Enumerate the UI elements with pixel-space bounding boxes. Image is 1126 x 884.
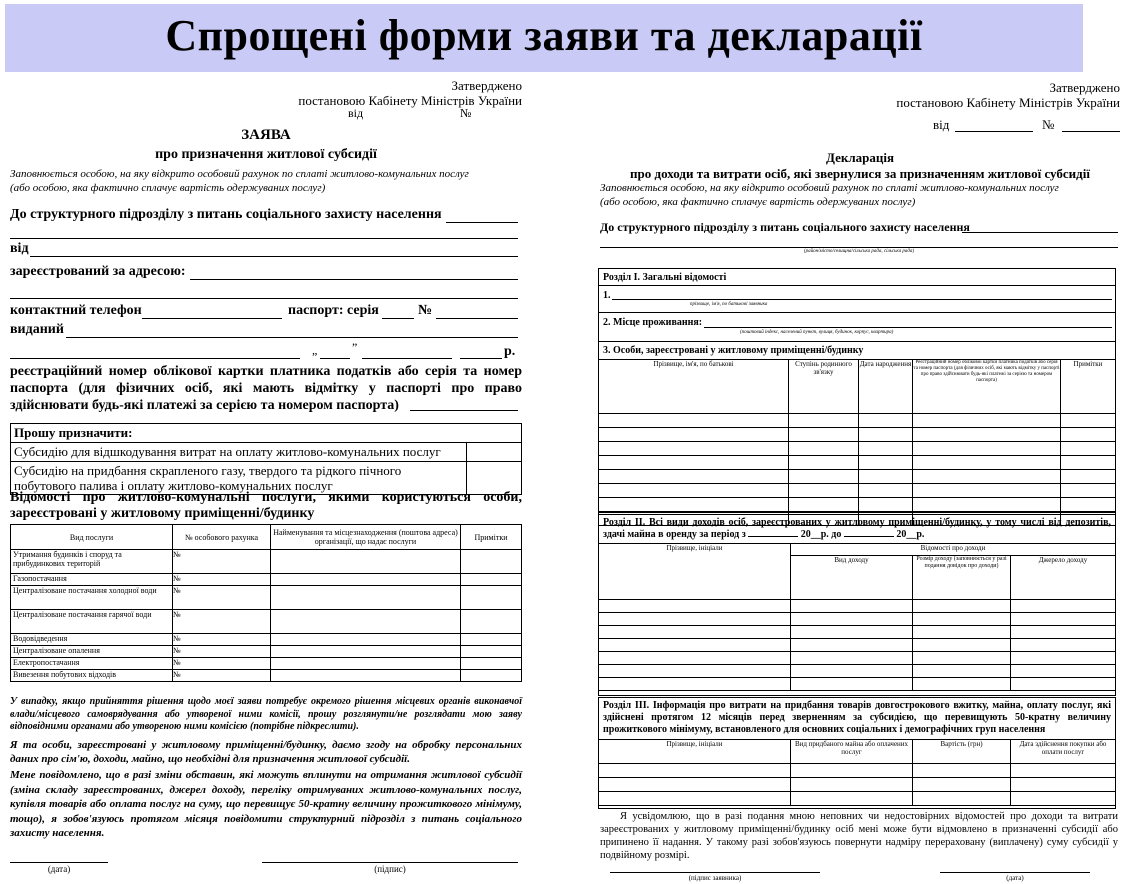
persons-cell[interactable] bbox=[599, 484, 789, 498]
services-row-num[interactable]: № bbox=[173, 574, 271, 586]
residence-field[interactable] bbox=[704, 327, 1112, 328]
decl-dept-field[interactable] bbox=[962, 232, 1118, 233]
persons-cell[interactable] bbox=[1061, 456, 1116, 470]
decl-subtitle: про доходи та витрати осіб, які звернулися за призначенням житлової субсидії bbox=[630, 166, 1090, 181]
s1-item2: 2. Місце проживання: bbox=[603, 317, 703, 328]
decl-number-field[interactable] bbox=[1062, 131, 1120, 132]
decl-resolution: постановою Кабінету Міністрів України bbox=[896, 95, 1120, 110]
persons-cell[interactable] bbox=[599, 470, 789, 484]
income-cell[interactable] bbox=[913, 652, 1011, 665]
income-header-cell: Відомості про доходи bbox=[791, 544, 1116, 556]
decl-date-label: (дата) bbox=[1006, 874, 1024, 882]
dept-field[interactable] bbox=[446, 222, 518, 223]
expense-cell[interactable] bbox=[1011, 778, 1116, 792]
expense-cell[interactable] bbox=[599, 778, 791, 792]
expense-header-cell: Прізвище, ініціали bbox=[599, 740, 791, 764]
persons-cell[interactable] bbox=[913, 470, 1061, 484]
services-cell[interactable] bbox=[461, 658, 522, 670]
persons-cell[interactable] bbox=[789, 414, 859, 428]
income-cell[interactable] bbox=[599, 652, 791, 665]
period-to-field[interactable] bbox=[844, 536, 894, 537]
zayava-resolution: постановою Кабінету Міністрів України bbox=[298, 93, 522, 108]
request-header: Прошу призначити: bbox=[11, 424, 522, 443]
expense-cell[interactable] bbox=[599, 764, 791, 778]
date-quote-open: „ bbox=[312, 343, 318, 357]
period-from-field[interactable] bbox=[748, 536, 798, 537]
expense-cell[interactable] bbox=[791, 764, 913, 778]
persons-cell[interactable] bbox=[599, 414, 789, 428]
persons-cell[interactable] bbox=[1061, 484, 1116, 498]
income-cell[interactable] bbox=[791, 665, 913, 678]
services-cell[interactable] bbox=[271, 610, 461, 634]
persons-header-cell: Дата народження bbox=[859, 360, 913, 414]
expense-cell[interactable] bbox=[913, 764, 1011, 778]
income-cell[interactable] bbox=[791, 600, 913, 613]
persons-cell[interactable] bbox=[913, 414, 1061, 428]
decl-note-1: Заповнюється особою, на яку відкрито особовий рахунок по сплаті житлово-комунальних послуг bbox=[600, 182, 1059, 194]
persons-cell[interactable] bbox=[859, 414, 913, 428]
passport-number-field[interactable] bbox=[436, 318, 518, 319]
persons-cell[interactable] bbox=[859, 442, 913, 456]
zayava-passport: паспорт: серія bbox=[288, 303, 379, 318]
persons-cell[interactable] bbox=[789, 470, 859, 484]
persons-cell[interactable] bbox=[599, 428, 789, 442]
services-cell[interactable] bbox=[461, 550, 522, 574]
services-cell[interactable] bbox=[271, 586, 461, 610]
zayava-phone: контактний телефон bbox=[10, 303, 142, 318]
services-row-num[interactable]: № bbox=[173, 586, 271, 610]
zayava-date-label: (дата) bbox=[47, 864, 71, 874]
section1-divider bbox=[598, 312, 1116, 313]
services-cell[interactable] bbox=[461, 670, 522, 682]
services-header-cell: Найменування та місцезнаходження (поштова адреса) організації, що надає послуги bbox=[271, 525, 461, 550]
persons-cell[interactable] bbox=[859, 498, 913, 512]
zayava-date-field[interactable] bbox=[10, 862, 108, 863]
persons-cell[interactable] bbox=[859, 428, 913, 442]
expense-cell[interactable] bbox=[913, 778, 1011, 792]
zayava-notified: Мене повідомлено, що в разі зміни обставин, які можуть вплинути на отримання житлової субсидії (зміна складу зареєстрованих, джерел доходу, переліку отримуваних житлово-комунальних послуг, купівля товарів або оплата послуг на суму, що перевищує 50-кратну величину прожиткового мінімуму, тощо), я зобов'язуюсь протягом місяця повідомити структурний підрозділ з питань соціального захисту населення. bbox=[10, 769, 522, 839]
request-table bbox=[10, 423, 522, 495]
services-row-label: Вивезення побутових відходів bbox=[11, 670, 173, 682]
income-cell[interactable] bbox=[791, 613, 913, 626]
expense-cell[interactable] bbox=[599, 792, 791, 806]
zayava-year: р. bbox=[504, 344, 516, 359]
persons-cell[interactable] bbox=[913, 442, 1061, 456]
income-cell[interactable] bbox=[599, 665, 791, 678]
income-cell[interactable] bbox=[913, 665, 1011, 678]
income-cell[interactable] bbox=[913, 626, 1011, 639]
zayava-issued: виданий bbox=[10, 322, 64, 337]
persons-cell[interactable] bbox=[1061, 442, 1116, 456]
persons-header-cell: Ступінь родинного зв'язку bbox=[789, 360, 859, 414]
date-quote-close: ” bbox=[352, 340, 358, 354]
decl-closing: Я усвідомлюю, що в разі подання мною неповних чи недостовірних відомостей про доходи та витрати зареєстрованих у житловому приміщенні/будинку осіб мені може бути відмовлено в призначенні субсидії або припинено її надання. У такому разі зобов'язуюсь повернути надміру перераховану (виплачену) суму субсидії у подвійному розмірі. bbox=[600, 811, 1118, 861]
services-row-num[interactable]: № bbox=[173, 634, 271, 646]
decl-date-field[interactable] bbox=[955, 131, 1033, 132]
issued-year-field[interactable] bbox=[460, 358, 502, 359]
section1-divider bbox=[598, 341, 1116, 342]
address-field-2[interactable] bbox=[10, 298, 518, 299]
request-checkbox[interactable] bbox=[467, 443, 522, 462]
services-row-num[interactable]: № bbox=[173, 658, 271, 670]
services-row-label: Централізоване постачання холодної води bbox=[11, 586, 173, 610]
persons-cell[interactable] bbox=[599, 442, 789, 456]
applicant-name-field[interactable] bbox=[612, 299, 1112, 300]
services-header-cell: № особового рахунка bbox=[173, 525, 271, 550]
income-cell[interactable] bbox=[1011, 626, 1116, 639]
services-info-heading: Відомості про житлово-комунальні послуги, якими користуються особи, зареєстровані у житловому приміщенні/будинку bbox=[10, 490, 522, 521]
persons-cell[interactable] bbox=[913, 484, 1061, 498]
persons-cell[interactable] bbox=[913, 428, 1061, 442]
zayava-note-1: Заповнюється особою, на яку відкрито особовий рахунок по сплаті житлово-комунальних послуг bbox=[10, 168, 469, 180]
decl-dept-field-2[interactable] bbox=[600, 247, 1118, 248]
address-field[interactable] bbox=[190, 279, 518, 280]
services-row-label: Централізоване опалення bbox=[11, 646, 173, 658]
expense-cell[interactable] bbox=[1011, 792, 1116, 806]
income-cell[interactable] bbox=[791, 652, 913, 665]
request-item: Субсидію для відшкодування витрат на оплату житлово-комунальних послуг bbox=[11, 443, 467, 462]
dept-field-2[interactable] bbox=[10, 238, 518, 239]
services-row-label: Централізоване постачання гарячої води bbox=[11, 610, 173, 634]
persons-header-cell: Примітки bbox=[1061, 360, 1116, 414]
zayava-tax-number: реєстраційний номер облікової картки платника податків або серія та номер паспорта (для фізичних осіб, які мають відмітку у паспорті про право здійснювати будь-які платежі за серією та номером паспорта) bbox=[10, 364, 522, 413]
services-row-label: Водовідведення bbox=[11, 634, 173, 646]
decl-num-label: № bbox=[1042, 117, 1055, 132]
section1-divider bbox=[598, 285, 1116, 286]
zayava-title: ЗАЯВА bbox=[241, 127, 291, 143]
persons-cell[interactable] bbox=[599, 498, 789, 512]
zayava-subtitle: про призначення житлової субсидії bbox=[155, 147, 377, 162]
section3-title: Розділ III. Інформація про витрати на придбання товарів довгострокового вжитку, майна, оплату послуг, які здійснені протягом 12 місяців перед зверненням за субсидією, що перевищують 50-кратну величину прожиткового мінімуму, встановленого для основних соціальних і демографічних груп населення bbox=[603, 700, 1111, 735]
services-row-num[interactable]: № bbox=[173, 550, 271, 574]
decl-to-dept: До структурного підрозділу з питань соціального захисту населення bbox=[600, 220, 970, 234]
income-cell[interactable] bbox=[1011, 639, 1116, 652]
zayava-number: № bbox=[418, 303, 433, 318]
persons-table bbox=[598, 359, 1116, 526]
income-header-cell: Прізвище, ініціали bbox=[599, 544, 791, 600]
income-table bbox=[598, 543, 1116, 691]
zayava-note-2: (або особою, яка фактично сплачує вартість одержуваних послуг) bbox=[10, 182, 326, 194]
page-title: Спрощені форми заяви та декларації bbox=[165, 11, 923, 60]
expense-header-cell: Вартість (грн) bbox=[913, 740, 1011, 764]
expense-header-cell: Дата здійснення покупки або оплати послуг bbox=[1011, 740, 1116, 764]
s1-item3: 3. Особи, зареєстровані у житловому приміщенні/будинку bbox=[603, 345, 864, 356]
decl-dept-hint: (район/місто/селищна/сільська рада, сільська рада) bbox=[803, 249, 915, 254]
services-row-num[interactable]: № bbox=[173, 646, 271, 658]
income-header-cell: Джерело доходу bbox=[1011, 556, 1116, 600]
income-cell[interactable] bbox=[1011, 652, 1116, 665]
issued-field-2[interactable] bbox=[10, 358, 300, 359]
income-cell[interactable] bbox=[791, 639, 913, 652]
services-cell[interactable] bbox=[271, 646, 461, 658]
persons-cell[interactable] bbox=[859, 484, 913, 498]
services-cell[interactable] bbox=[461, 574, 522, 586]
income-cell[interactable] bbox=[599, 600, 791, 613]
decl-title: Декларація bbox=[825, 150, 895, 165]
decl-signature-label: (підпис заявника) bbox=[688, 874, 742, 882]
zayava-registered: зареєстрований за адресою: bbox=[10, 264, 186, 279]
zayava-approved: Затверджено bbox=[451, 78, 522, 93]
s1-item2-hint: (поштовий індекс, населений пункт, вулиця, будинок, корпус, квартира) bbox=[740, 330, 894, 335]
services-cell[interactable] bbox=[271, 658, 461, 670]
decl-signature-field[interactable] bbox=[610, 872, 820, 873]
services-table bbox=[10, 524, 522, 682]
income-cell[interactable] bbox=[599, 678, 791, 691]
income-cell[interactable] bbox=[791, 626, 913, 639]
expense-cell[interactable] bbox=[791, 792, 913, 806]
services-cell[interactable] bbox=[271, 574, 461, 586]
expense-header-cell: Вид придбаного майна або оплачених послуг bbox=[791, 740, 913, 764]
zayava-from: від bbox=[10, 241, 29, 256]
persons-cell[interactable] bbox=[913, 456, 1061, 470]
decl-date-sign-field[interactable] bbox=[940, 872, 1090, 873]
services-row-label: Утримання будинків і споруд та прибудинкових територій bbox=[11, 550, 173, 574]
zayava-to-dept: До структурного підрозділу з питань соціального захисту населення bbox=[10, 207, 442, 222]
services-row-num[interactable]: № bbox=[173, 670, 271, 682]
income-cell[interactable] bbox=[913, 613, 1011, 626]
zayava-from-label: від bbox=[348, 106, 364, 120]
zayava-footnote: У випадку, якщо прийняття рішення щодо моєї заяви потребує окремого рішення місцевих органів виконавчої влади/місцевого самоврядування або утвореної ними комісії, прошу розглянути/не розглядати мою заяву відповідними органами або утвореною ними комісією (потрібне підкреслити). bbox=[10, 696, 522, 732]
services-cell[interactable] bbox=[271, 550, 461, 574]
income-cell[interactable] bbox=[913, 600, 1011, 613]
income-cell[interactable] bbox=[1011, 600, 1116, 613]
services-cell[interactable] bbox=[461, 646, 522, 658]
persons-cell[interactable] bbox=[1061, 498, 1116, 512]
persons-cell[interactable] bbox=[789, 442, 859, 456]
zayava-signature-field[interactable] bbox=[262, 862, 518, 863]
services-header-cell: Вид послуги bbox=[11, 525, 173, 550]
services-header-cell: Примітки bbox=[461, 525, 522, 550]
section1-title: Розділ I. Загальні відомості bbox=[603, 272, 727, 283]
income-cell[interactable] bbox=[791, 678, 913, 691]
s1-item1-hint: прізвище, ім'я, по батькові заявника bbox=[690, 302, 768, 307]
persons-cell[interactable] bbox=[1061, 414, 1116, 428]
income-cell[interactable] bbox=[599, 626, 791, 639]
income-header-cell: Розмір доходу (заповнюється у разі подання довідок про доходи) bbox=[913, 556, 1011, 600]
services-cell[interactable] bbox=[271, 670, 461, 682]
persons-cell[interactable] bbox=[1061, 470, 1116, 484]
zayava-signature-label: (підпис) bbox=[374, 864, 406, 874]
phone-field[interactable] bbox=[142, 318, 282, 319]
section2-title-text: Розділ II. Всі види доходів осіб, зареєстрованих у житловому приміщенні/будинку, у тому числі від депозитів, здачі майна в оренду за період з bbox=[603, 517, 1111, 540]
persons-cell[interactable] bbox=[859, 456, 913, 470]
services-cell[interactable] bbox=[461, 634, 522, 646]
income-header-cell: Вид доходу bbox=[791, 556, 913, 600]
section2-title bbox=[603, 517, 1111, 541]
income-cell[interactable] bbox=[1011, 613, 1116, 626]
income-cell[interactable] bbox=[913, 639, 1011, 652]
services-cell[interactable] bbox=[271, 634, 461, 646]
persons-cell[interactable] bbox=[789, 456, 859, 470]
issued-field[interactable] bbox=[66, 337, 518, 338]
expense-cell[interactable] bbox=[791, 778, 913, 792]
zayava-num-label: № bbox=[460, 106, 472, 120]
services-row-label: Газопостачання bbox=[11, 574, 173, 586]
persons-header-cell: Прізвище, ім'я, по батькові bbox=[599, 360, 789, 414]
persons-cell[interactable] bbox=[859, 470, 913, 484]
decl-from-label: від bbox=[933, 117, 950, 132]
services-cell[interactable] bbox=[461, 586, 522, 610]
income-cell[interactable] bbox=[1011, 665, 1116, 678]
passport-series-field[interactable] bbox=[382, 318, 414, 319]
persons-cell[interactable] bbox=[789, 498, 859, 512]
decl-note-2: (або особою, яка фактично сплачує вартість одержуваних послуг) bbox=[600, 196, 916, 208]
services-row-num[interactable]: № bbox=[173, 610, 271, 634]
request-item: Субсидію на придбання скрапленого газу, твердого та рідкого пічного побутового палива і оплату житлово-комунальних послуг bbox=[11, 462, 467, 495]
income-cell[interactable] bbox=[913, 678, 1011, 691]
decl-approved: Затверджено bbox=[1049, 80, 1120, 95]
persons-cell[interactable] bbox=[789, 428, 859, 442]
persons-header-cell: Реєстраційний номер облікової картки платника податків або серія та номер паспорта (для фізичних осіб, які мають відмітку у паспорті про право здійснювати будь-які платежі за серією та номером паспорта) bbox=[913, 360, 1061, 414]
services-cell[interactable] bbox=[461, 610, 522, 634]
income-cell[interactable] bbox=[1011, 678, 1116, 691]
tax-number-field[interactable] bbox=[410, 410, 518, 411]
s1-item1: 1. bbox=[603, 290, 611, 301]
section2-year2: 20__р. bbox=[896, 529, 925, 540]
income-cell[interactable] bbox=[599, 613, 791, 626]
zayava-consent: Я та особи, зареєстровані у житловому приміщенні/будинку, даємо згоду на обробку персональних даних про сім'ю, доходи, майно, що необхідні для призначення житлової субсидії. bbox=[10, 739, 522, 765]
services-row-label: Електропостачання bbox=[11, 658, 173, 670]
from-field[interactable] bbox=[30, 256, 518, 257]
income-cell[interactable] bbox=[599, 639, 791, 652]
issued-month-field[interactable] bbox=[362, 358, 452, 359]
issued-day-field[interactable] bbox=[320, 358, 350, 359]
persons-cell[interactable] bbox=[599, 456, 789, 470]
persons-cell[interactable] bbox=[913, 498, 1061, 512]
expense-cell[interactable] bbox=[913, 792, 1011, 806]
persons-cell[interactable] bbox=[1061, 428, 1116, 442]
expense-cell[interactable] bbox=[1011, 764, 1116, 778]
persons-cell[interactable] bbox=[789, 484, 859, 498]
expense-table bbox=[598, 739, 1116, 806]
section2-year1: 20__р. до bbox=[800, 529, 842, 540]
